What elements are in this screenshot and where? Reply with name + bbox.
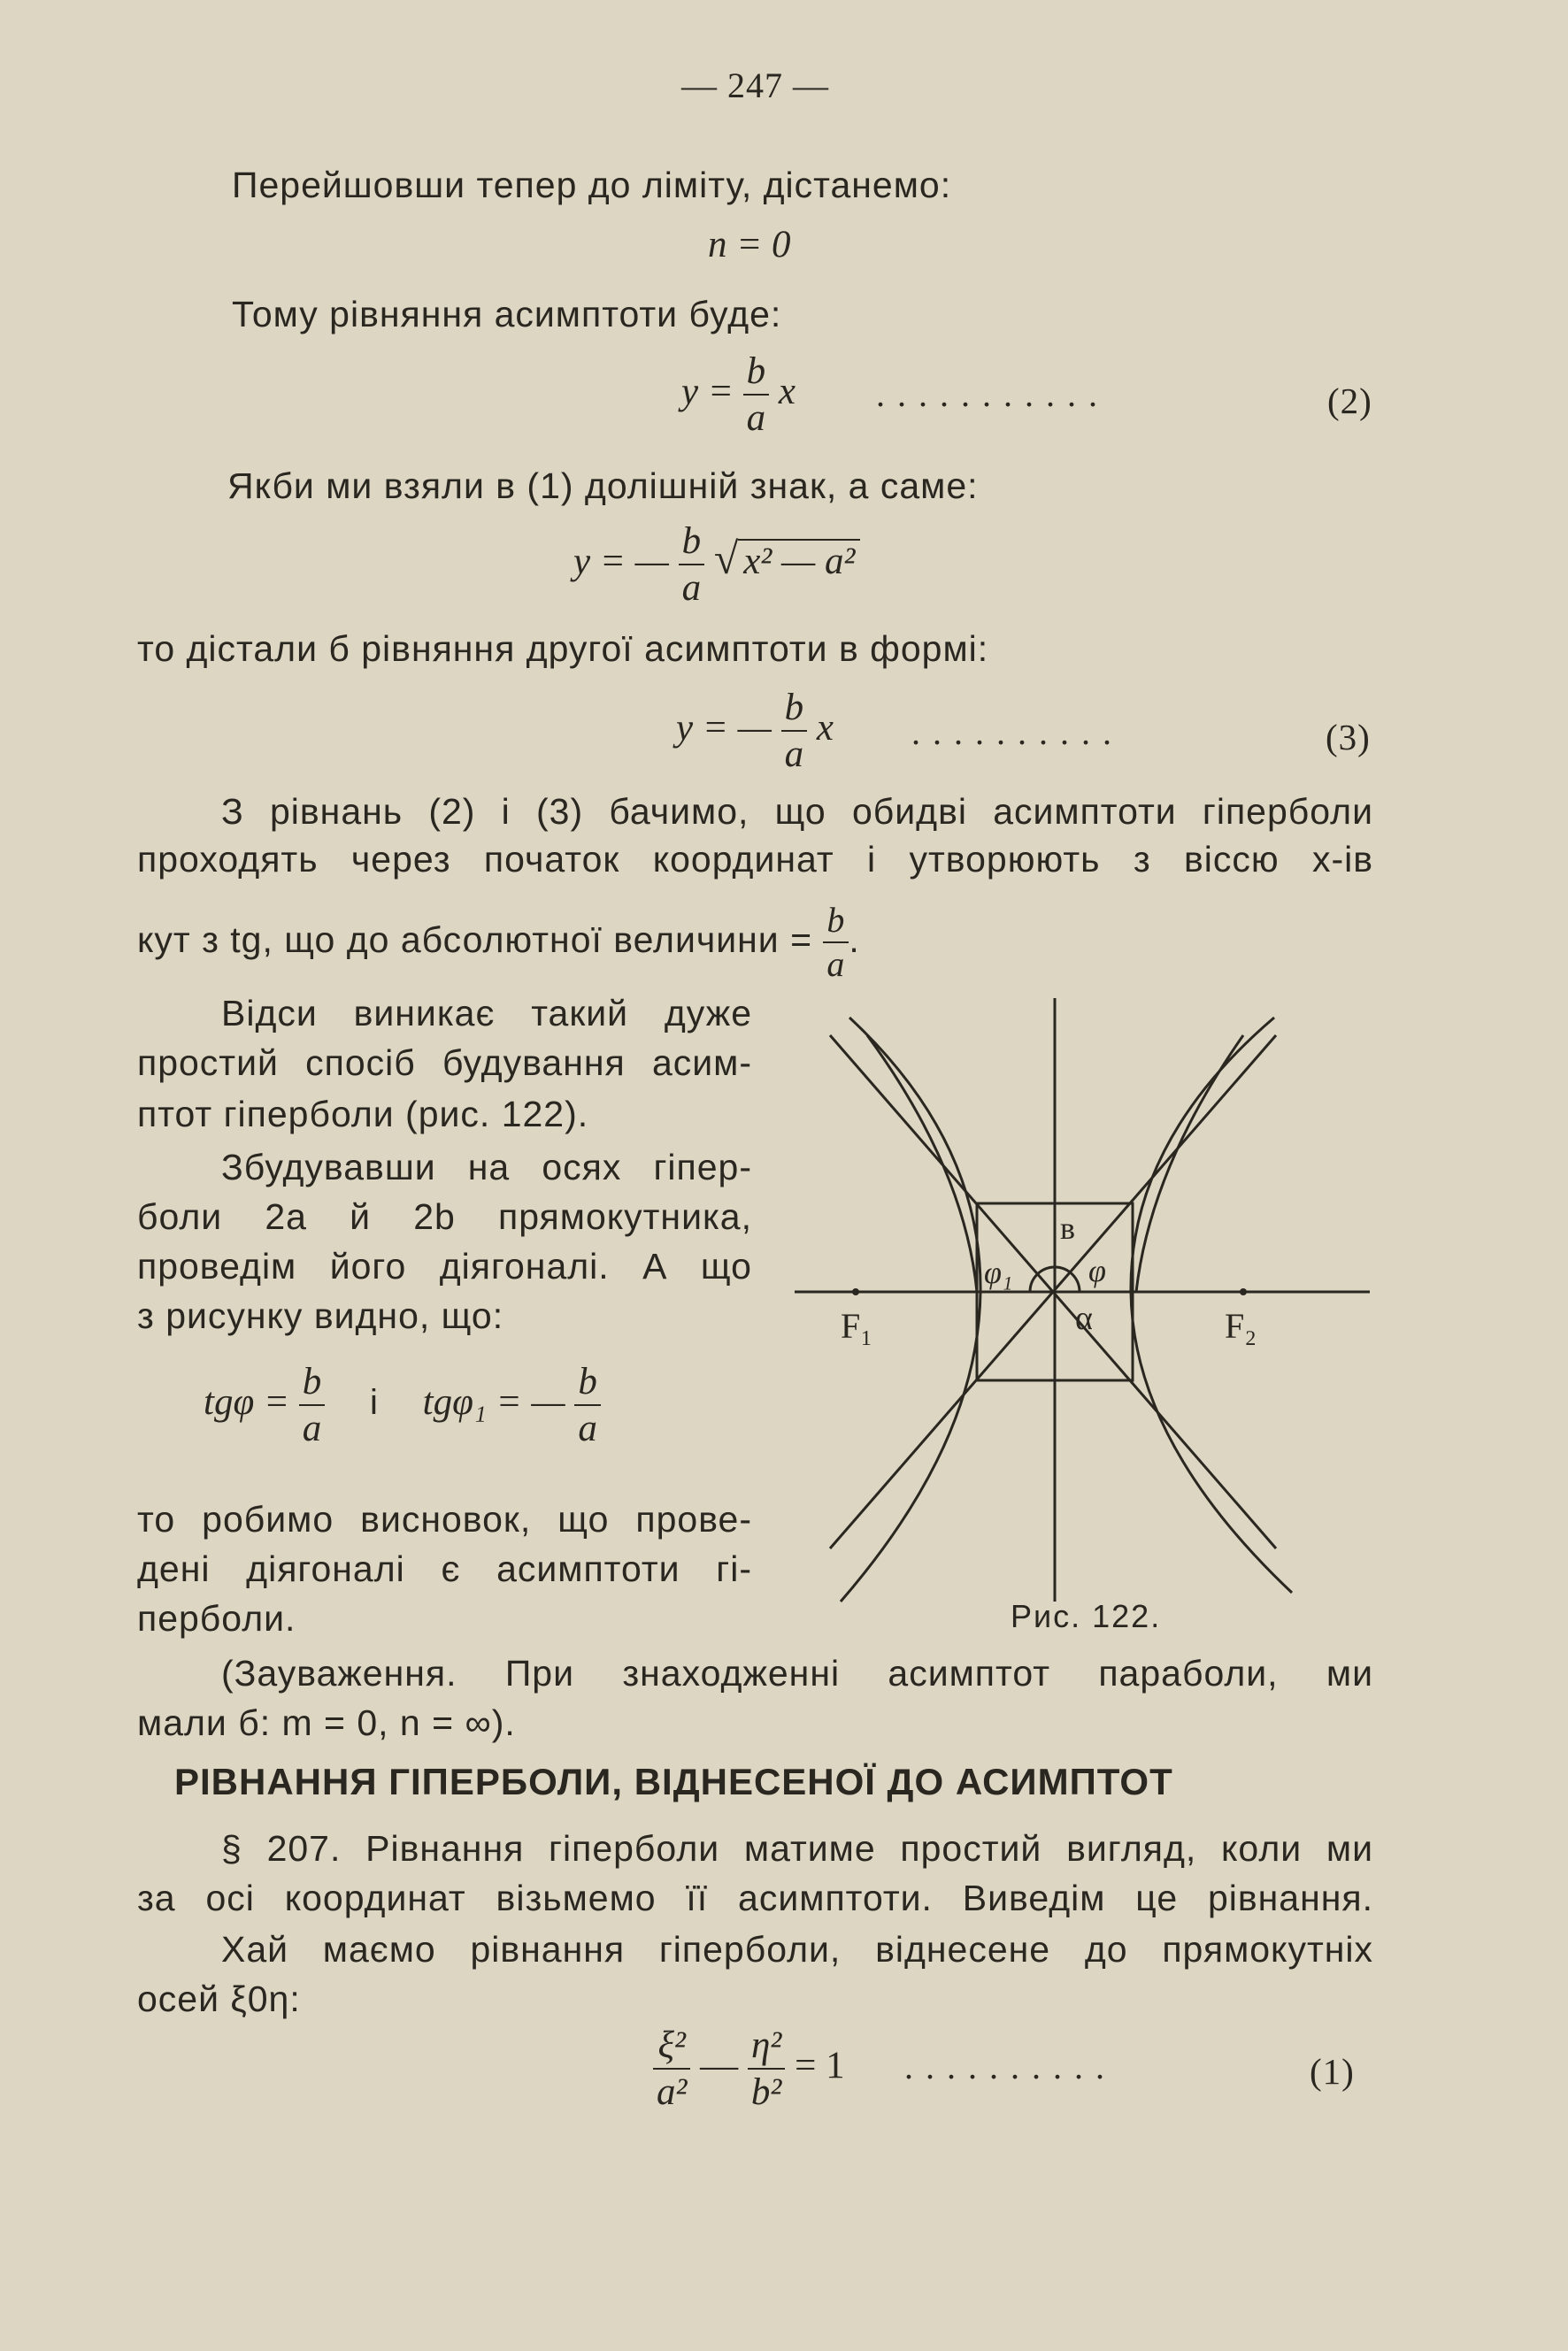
para-frac-num: b (823, 903, 849, 943)
para-fraction (823, 900, 849, 984)
eq3-fraction (781, 688, 808, 773)
final-den-2: b² (750, 2071, 782, 2113)
tg-right: tgφ₁ = — (422, 1380, 565, 1423)
right-branch-outer (1131, 1018, 1292, 1593)
fig-label-b: в (1060, 1210, 1075, 1246)
tg-num-2: b (574, 1363, 601, 1406)
col-line-7: з рисунку видно, що: (137, 1295, 504, 1336)
final-leader-dots: .......... (904, 2047, 1117, 2086)
final-fraction-2 (748, 2026, 785, 2111)
fig-label-phi: φ (1088, 1253, 1106, 1288)
equation-sqrt (573, 522, 860, 607)
eq3-den: a (784, 734, 804, 775)
text-line-asymptote: Тому рівняння асимптоти буде: (232, 294, 782, 334)
eq3-label: (3) (1326, 717, 1371, 757)
equation-3 (676, 688, 834, 773)
eqsqrt-den: a (681, 567, 702, 609)
eqsqrt-radicand: x² — a² (738, 539, 860, 582)
para-line-1: З рівнань (2) і (3) бачимо, що обидві асимптоти гіперболи (221, 791, 1373, 832)
eq3-var: x (816, 706, 834, 749)
col-line-9: дені діягоналі є асимптоти гі- (137, 1548, 752, 1589)
eqsqrt-lhs: y = — (573, 540, 669, 582)
para-frac-den: a (826, 944, 846, 984)
section-line-2: за осі координат візьмемо її асимптоти. Виведім це рівнання. (137, 1878, 1373, 1918)
eqsqrt-num: b (679, 522, 705, 565)
final-label: (1) (1310, 2051, 1355, 2092)
equation-2 (681, 352, 796, 437)
radical-sign: √ (713, 533, 739, 583)
note-line-2: мали б: m = 0, n = ∞). (137, 1702, 516, 1743)
text-line-second: то дістали б рівняння другої асимптоти в формі: (137, 628, 989, 669)
tg-left: tgφ = (204, 1380, 290, 1423)
final-num-2: η² (748, 2026, 785, 2070)
col-line-3: птот гіперболи (рис. 122). (137, 1094, 589, 1134)
page-number: — 247 — (681, 65, 829, 105)
eq3-lhs: y = — (676, 706, 772, 749)
col-line-5: боли 2a й 2b прямокутника, (137, 1196, 752, 1237)
col-line-2: простий спосіб будування асим- (137, 1042, 752, 1083)
final-num-1: ξ² (653, 2026, 690, 2070)
section-line-4: осей ξ0η: (137, 1978, 301, 2019)
figure-hyperbola (779, 982, 1380, 1619)
text-line-limit: Перейшовши тепер до ліміту, дістанемо: (232, 165, 952, 205)
eqsqrt-fraction (679, 522, 705, 607)
final-minus: — (700, 2044, 739, 2086)
figure-caption: Рис. 122. (1011, 1598, 1162, 1634)
col-line-4: Збудувавши на осях гіпер- (221, 1147, 752, 1187)
eq2-fraction (743, 352, 770, 437)
equation-tg (204, 1363, 601, 1448)
fig-label-F1: F₁ (841, 1306, 873, 1346)
para-line-3-end: . (849, 918, 860, 960)
focus-point-2 (1240, 1288, 1247, 1295)
eq2-label: (2) (1327, 380, 1372, 421)
fig-label-phi1: φ₁ (984, 1255, 1013, 1290)
tg-den-2: a (578, 1408, 597, 1449)
eq2-den: a (746, 397, 766, 439)
final-rhs: = 1 (795, 2044, 845, 2086)
left-branch-inner (867, 1035, 977, 1292)
fig-label-a: α (1075, 1300, 1093, 1337)
equation-final (653, 2026, 845, 2111)
col-line-1: Відси виникає такий дуже (221, 993, 752, 1033)
text-line-lower-sign: Якби ми взяли в (1) долішній знак, а саме: (227, 465, 979, 506)
col-line-8: то робимо висновок, що прове- (137, 1499, 752, 1540)
eq2-var: x (778, 370, 796, 412)
tg-and: і (370, 1382, 378, 1422)
eq2-lhs: y = (681, 370, 734, 412)
para-line-3 (137, 900, 860, 984)
tg-fraction-1 (299, 1363, 326, 1448)
para-line-3-text: кут з tg, що до абсолютної величини = (137, 918, 813, 960)
note-line-1: (Зауваження. При знаходженні асимптот параболи, ми (221, 1653, 1373, 1694)
eq3-leader-dots: .......... (911, 712, 1124, 752)
eq2-num: b (743, 352, 770, 396)
section-heading: РІВНАННЯ ГІПЕРБОЛИ, ВІДНЕСЕНОЇ ДО АСИМПТОТ (174, 1761, 1173, 1802)
fig-label-F2: F₂ (1225, 1306, 1257, 1346)
col-line-10: перболи. (137, 1598, 296, 1639)
tg-fraction-2 (574, 1363, 601, 1448)
para-line-2: проходять через початок координат і утворюють з віссю x-ів (137, 839, 1373, 880)
equation-n-zero: n = 0 (708, 224, 791, 265)
section-line-3: Хай маємо рівнання гіперболи, віднесене до прямокутніх (221, 1929, 1373, 1970)
tg-num-1: b (299, 1363, 326, 1406)
right-branch-inner (1136, 1035, 1243, 1292)
eq3-num: b (781, 688, 808, 732)
tg-den-1: a (302, 1408, 322, 1449)
eq2-leader-dots: ........... (876, 374, 1110, 414)
section-line-1: § 207. Рівнання гіперболи матиме простий вигляд, коли ми (221, 1828, 1373, 1869)
focus-point-1 (852, 1288, 859, 1295)
final-fraction-1 (653, 2026, 690, 2111)
col-line-6: проведім його діягоналі. А що (137, 1246, 752, 1287)
final-den-1: a² (657, 2071, 688, 2113)
